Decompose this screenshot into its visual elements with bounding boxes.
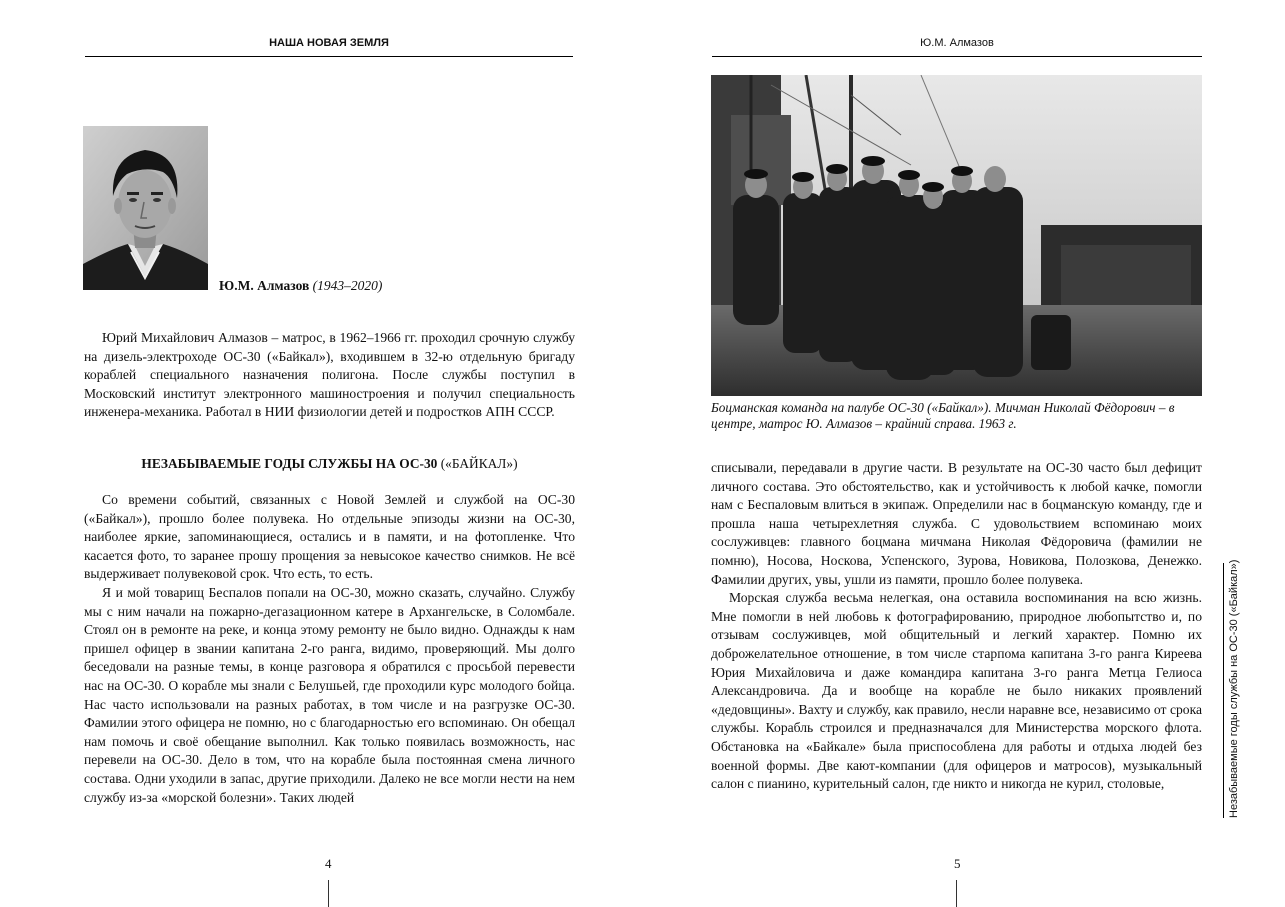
bio-paragraph-block [84, 329, 575, 422]
section-title-paren: («БАЙКАЛ») [440, 456, 518, 471]
running-head-left: НАША НОВАЯ ЗЕМЛЯ [269, 37, 389, 49]
paragraph: Со времени событий, связанных с Новой Землей и службой на ОС-30 («Байкал»), прошло более полувека. Но отдельные эпизоды жизни на ОС-30, наиболее яркие, запоминающиеся, остались и в памяти, и на фотопленке. Что касается фото, то заранее прошу прощения за невысокое качество снимков. Не всё выдерживает полувековой срок. Что есть, то есть. [84, 492, 575, 582]
chapter-side-tab [1223, 559, 1248, 818]
section-title-text: НЕЗАБЫВАЕМЫЕ ГОДЫ СЛУЖБЫ НА ОС-30 [141, 456, 438, 471]
crew-photo [711, 75, 1202, 396]
gutter-mark-left [328, 880, 329, 907]
portrait-photo [83, 126, 208, 290]
portrait-years: (1943–2020) [312, 278, 383, 293]
section-title [84, 456, 575, 472]
portrait-name: Ю.М. Алмазов [219, 278, 310, 293]
body-text-left [84, 491, 575, 807]
header-rule [712, 56, 1202, 57]
paragraph: списывали, передавали в другие части. В результате на ОС-30 часто был дефицит личного состава. Это обстоятельство, как и устойчивость к любой качке, помогли нам с Беспаловым влиться в экипаж. Определили нас в боцманскую команду, где и прошла наша четырехлетняя служба. С удовольствием вспоминаю моих сослуживцев: главного боцмана мичмана Николая Фёдоровича (фамилии не помню), Носова, Носкова, Успенского, Зурова, Новикова, Полозкова, Денежко. Фамилии других, увы, ушли из памяти, прошло более полувека. [711, 460, 1202, 587]
page-number-right: 5 [954, 856, 961, 871]
portrait-caption [219, 278, 382, 294]
paragraph: Морская служба весьма нелегкая, она оставила воспоминания на всю жизнь. Мне помогли в ней любовь к фотографированию, природное любопытство и, по отзывам сослуживцев, мой общительный и легкий характер. Помню их доброжелательное отношение, в том числе старпома капитана 3-го ранга Киреева Юрия Михайловича и даже командира капитана 3-го ранга Метца Гелиоса Александровича. Да и вообще на корабле не было никаких проявлений «дедовщины». Вахту и службу, как правило, несли наравне все, независимо от срока службы. Корабль строился и предназначался для Министерства морского флота. Обстановка на «Байкале» была приспособлена для работы и отдыха людей без военной формы. Две кают-компании (для офицеров и матросов), музыкальный салон с пианино, курительный салон, где никто и никогда не курил, столовые, [711, 590, 1202, 792]
page-number-left: 4 [325, 856, 332, 871]
bio-paragraph: Юрий Михайлович Алмазов – матрос, в 1962–1966 гг. проходил срочную службу на дизель-электроходе ОС-30 («Байкал»), входившем в 32-ю отдельную бригаду кораблей специального назначения полигона. После службы поступил в Московский институт электронного машиностроения и получил специальность инженера-механика. Работал в НИИ физиологии детей и подростков АПН СССР. [84, 330, 575, 420]
photo-caption: Боцманская команда на палубе ОС-30 («Байкал»). Мичман Николай Фёдорович – в центре, матрос Ю. Алмазов – крайний справа. 1963 г. [711, 400, 1175, 431]
body-text-right [711, 459, 1202, 794]
chapter-side-tab-label: Незабываемые годы службы на ОС-30 («Байкал») [1228, 559, 1240, 818]
header-rule [85, 56, 573, 57]
paragraph: Я и мой товарищ Беспалов попали на ОС-30, можно сказать, случайно. Службу мы с ним начали на пожарно-дегазационном катере в Архангельске, в Соломбале. Стоял он в ремонте на реке, и конца этому ремонту не было видно. Однажды к нам пришел офицер в звании капитана 2-го ранга, видимо, проверяющий. Мы долго беседовали на разные темы, в конце разговора я обратился с просьбой перевести нас на ОС-30. О корабле мы знали с Белушьей, где проходили курс молодого бойца. Нас часто использовали на разных работах, в том числе и на разгрузке ОС-30. Фамилии этого офицера не помню, но с благодарностью его вспоминаю. Он обещал нам помочь и своё обещание выполнил. Как только появилась возможность, нас перевели на ОС-30. Дело в том, что на корабле была постоянная смена личного состава. Одни уходили в запас, другие приходили. Далеко не все могли нести на нем службу из-за «морской болезни». Таких людей [84, 584, 575, 805]
running-head-right: Ю.М. Алмазов [920, 37, 994, 49]
right-page [642, 0, 1285, 907]
left-page [0, 0, 642, 907]
gutter-mark-right [956, 880, 957, 907]
